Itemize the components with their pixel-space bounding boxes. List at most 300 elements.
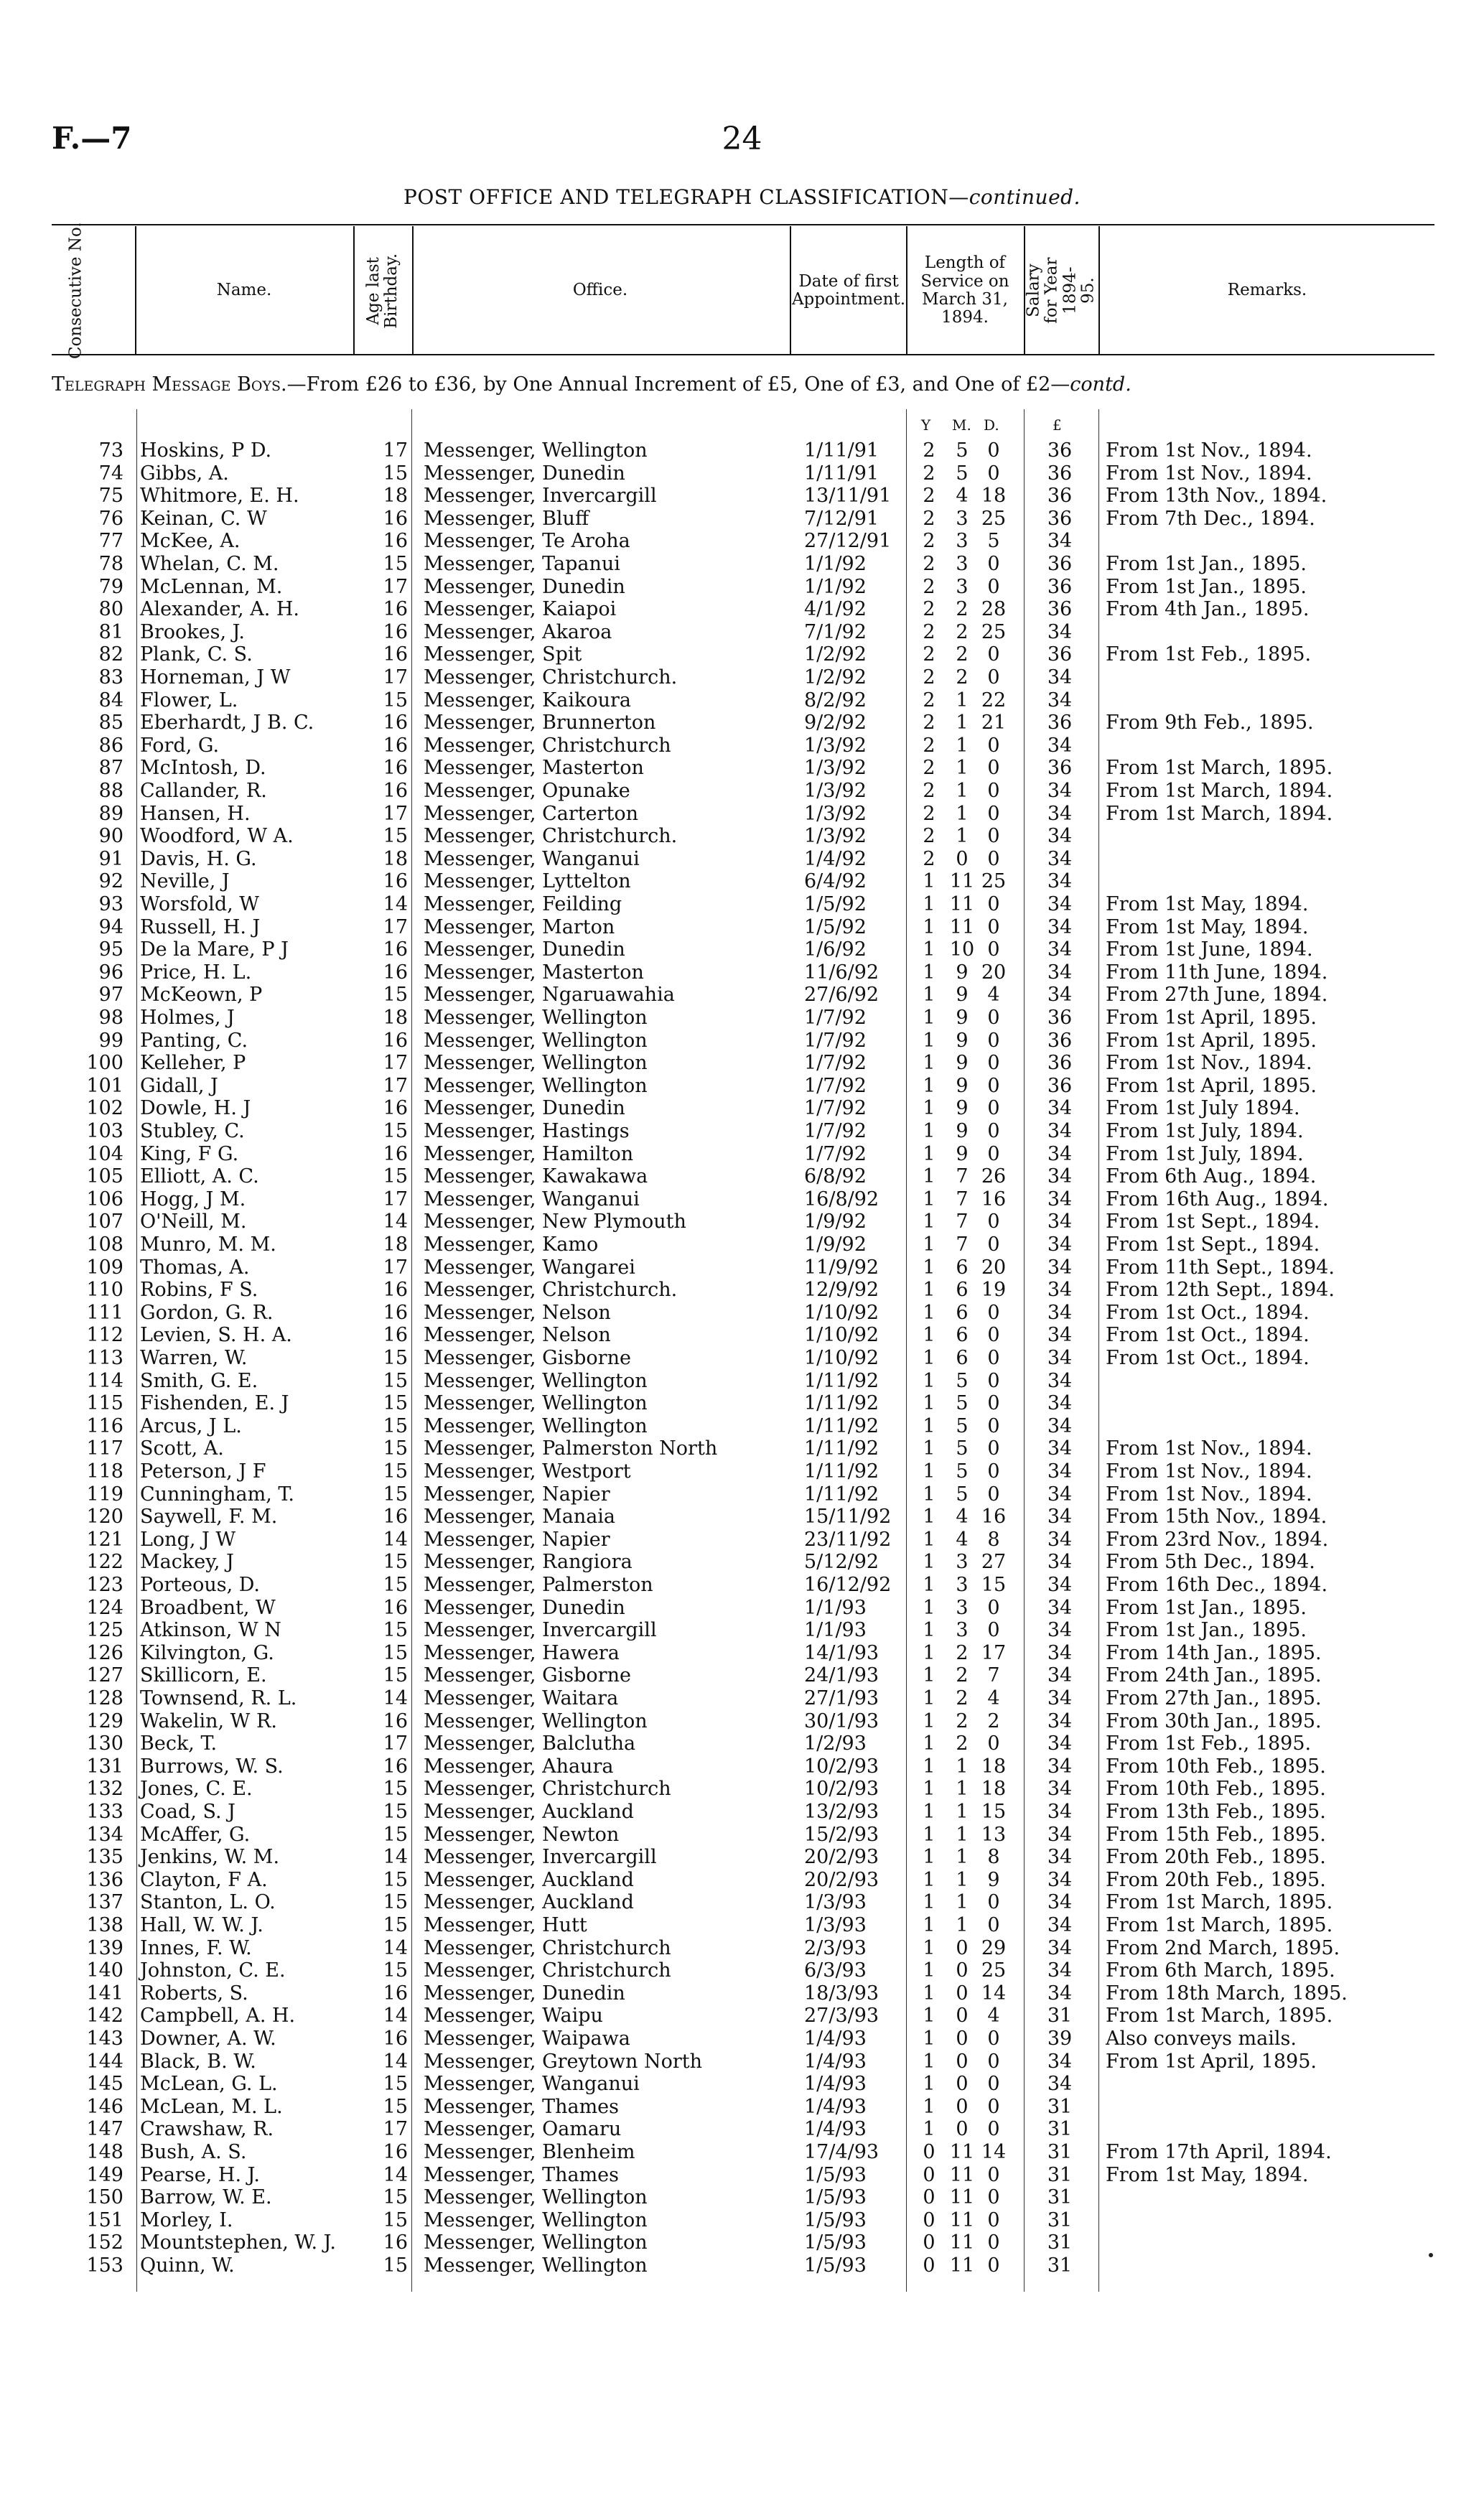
- row-age: 16: [383, 1142, 408, 1165]
- row-office: Messenger, Masterton: [424, 757, 644, 780]
- row-months: 4: [956, 1528, 969, 1551]
- row-remarks: From 6th March, 1895.: [1106, 1959, 1335, 1982]
- row-office: Messenger, Tapanui: [424, 553, 620, 575]
- row-months: 11: [949, 915, 975, 938]
- row-office: Messenger, Akaroa: [424, 620, 612, 643]
- row-name: Jenkins, W. M.: [140, 1846, 280, 1869]
- row-date: 23/11/92: [804, 1528, 892, 1551]
- row-years: 1: [923, 1891, 935, 1914]
- table-row: [0, 2209, 1484, 2231]
- row-date: 13/2/93: [804, 1801, 879, 1823]
- row-days: 18: [981, 1778, 1007, 1801]
- row-years: 1: [923, 1596, 935, 1619]
- row-name: Long, J W: [140, 1528, 236, 1551]
- row-office: Messenger, Rangiora: [424, 1551, 633, 1574]
- row-date: 1/10/92: [804, 1347, 879, 1369]
- row-number: 140: [86, 1959, 123, 1982]
- row-years: 1: [923, 1437, 935, 1460]
- row-days: 0: [987, 666, 1000, 689]
- row-number: 137: [86, 1891, 123, 1914]
- table-row: [0, 1959, 1484, 1982]
- row-days: 0: [987, 1914, 1000, 1936]
- row-months: 3: [956, 1574, 969, 1596]
- row-salary: 36: [1047, 507, 1073, 530]
- row-salary: 31: [1047, 2208, 1073, 2231]
- table-row: [0, 893, 1484, 915]
- row-remarks: From 20th Feb., 1895.: [1106, 1846, 1326, 1869]
- row-years: 1: [923, 2095, 935, 2118]
- row-days: 0: [987, 938, 1000, 961]
- row-days: 7: [987, 1664, 1000, 1687]
- row-number: 148: [86, 2141, 123, 2163]
- row-days: 0: [987, 2050, 1000, 2073]
- row-salary: 36: [1047, 1007, 1073, 1029]
- row-months: 0: [956, 847, 969, 870]
- row-remarks: From 1st July, 1894.: [1106, 1120, 1304, 1142]
- row-number: 128: [86, 1687, 123, 1709]
- row-name: Broadbent, W: [140, 1596, 276, 1619]
- row-days: 25: [981, 507, 1007, 530]
- row-remarks: From 1st June, 1894.: [1106, 938, 1313, 961]
- row-office: Messenger, Wellington: [424, 2231, 648, 2254]
- row-name: Crawshaw, R.: [140, 2118, 274, 2141]
- row-date: 1/2/92: [804, 666, 867, 689]
- row-remarks: From 1st Jan., 1895.: [1106, 1619, 1307, 1642]
- row-age: 15: [383, 689, 408, 712]
- row-number: 83: [98, 666, 123, 689]
- header-name: Name.: [216, 281, 272, 300]
- row-date: 16/12/92: [804, 1574, 892, 1596]
- row-remarks: From 1st Nov., 1894.: [1106, 439, 1312, 462]
- row-number: 112: [86, 1324, 123, 1347]
- row-date: 1/5/93: [804, 2208, 867, 2231]
- row-date: 9/2/92: [804, 712, 867, 734]
- row-days: 27: [981, 1551, 1007, 1574]
- row-days: 13: [981, 1823, 1007, 1846]
- row-months: 0: [956, 1936, 969, 1959]
- row-office: Messenger, Christchurch: [424, 734, 671, 757]
- row-salary: 34: [1047, 1801, 1073, 1823]
- row-office: Messenger, Wellington: [424, 2208, 648, 2231]
- row-name: Cunningham, T.: [140, 1483, 295, 1506]
- row-remarks: From 1st April, 1895.: [1106, 1074, 1317, 1097]
- table-row: [0, 757, 1484, 779]
- row-months: 5: [956, 439, 969, 462]
- row-age: 16: [383, 1097, 408, 1120]
- row-remarks: From 1st July, 1894.: [1106, 1142, 1304, 1165]
- row-number: 149: [86, 2163, 123, 2186]
- row-date: 1/3/93: [804, 1891, 867, 1914]
- row-office: Messenger, Carterton: [424, 802, 638, 825]
- row-salary: 34: [1047, 961, 1073, 984]
- row-years: 1: [923, 1732, 935, 1755]
- row-age: 16: [383, 1029, 408, 1052]
- row-name: Elliott, A. C.: [140, 1165, 259, 1188]
- row-salary: 34: [1047, 1279, 1073, 1302]
- row-name: Panting, C.: [140, 1029, 248, 1052]
- row-office: Messenger, Feilding: [424, 893, 622, 915]
- row-years: 1: [923, 1142, 935, 1165]
- row-months: 1: [956, 1891, 969, 1914]
- row-remarks: From 23rd Nov., 1894.: [1106, 1528, 1329, 1551]
- row-months: 6: [956, 1279, 969, 1302]
- row-office: Messenger, Wanganui: [424, 1188, 640, 1210]
- row-office: Messenger, Marton: [424, 915, 615, 938]
- row-salary: 34: [1047, 1120, 1073, 1142]
- row-office: Messenger, Wellington: [424, 1392, 648, 1415]
- row-salary: 34: [1047, 1664, 1073, 1687]
- row-name: Hogg, J M.: [140, 1188, 246, 1210]
- table-row: [0, 1097, 1484, 1119]
- row-days: 4: [987, 2005, 1000, 2028]
- row-age: 15: [383, 1959, 408, 1982]
- row-salary: 34: [1047, 1687, 1073, 1709]
- row-age: 16: [383, 870, 408, 893]
- row-months: 2: [956, 1709, 969, 1732]
- row-years: 1: [923, 1256, 935, 1279]
- row-days: 0: [987, 802, 1000, 825]
- row-name: Hansen, H.: [140, 802, 251, 825]
- row-number: 147: [86, 2118, 123, 2141]
- row-salary: 34: [1047, 1437, 1073, 1460]
- row-name: Woodford, W A.: [140, 825, 294, 848]
- row-date: 27/1/93: [804, 1687, 879, 1709]
- row-days: 16: [981, 1506, 1007, 1529]
- row-date: 6/3/93: [804, 1959, 867, 1982]
- row-number: 136: [86, 1868, 123, 1891]
- row-remarks: From 11th June, 1894.: [1106, 961, 1328, 984]
- row-office: Messenger, Blenheim: [424, 2141, 635, 2163]
- row-days: 0: [987, 2095, 1000, 2118]
- title-suffix: —continued.: [948, 185, 1081, 209]
- row-age: 15: [383, 1664, 408, 1687]
- row-salary: 31: [1047, 2186, 1073, 2209]
- row-number: 153: [86, 2254, 123, 2277]
- row-name: O'Neill, M.: [140, 1210, 247, 1233]
- row-office: Messenger, Dunedin: [424, 1982, 625, 2005]
- row-days: 0: [987, 1392, 1000, 1415]
- row-years: 2: [923, 620, 935, 643]
- row-months: 3: [956, 1596, 969, 1619]
- row-days: 28: [981, 598, 1007, 621]
- header-consecutive-no: Consecutive No.: [66, 222, 85, 360]
- row-name: Gibbs, A.: [140, 462, 229, 485]
- row-date: 1/3/93: [804, 1914, 867, 1936]
- row-salary: 36: [1047, 1074, 1073, 1097]
- row-salary: 31: [1047, 2005, 1073, 2028]
- row-days: 25: [981, 870, 1007, 893]
- table-row: [0, 2164, 1484, 2186]
- row-salary: 31: [1047, 2118, 1073, 2141]
- row-age: 14: [383, 1846, 408, 1869]
- row-remarks: From 11th Sept., 1894.: [1106, 1256, 1335, 1279]
- row-office: Messenger, Napier: [424, 1483, 610, 1506]
- row-months: 9: [956, 984, 969, 1007]
- row-date: 1/11/92: [804, 1483, 879, 1506]
- unit-years: Y: [921, 416, 931, 434]
- row-age: 17: [383, 1188, 408, 1210]
- row-number: 105: [86, 1165, 123, 1188]
- row-name: McIntosh, D.: [140, 757, 266, 780]
- row-remarks: From 13th Feb., 1895.: [1106, 1801, 1326, 1823]
- row-name: Downer, A. W.: [140, 2028, 276, 2050]
- ink-speck: [1429, 2253, 1433, 2257]
- row-months: 2: [956, 1732, 969, 1755]
- row-date: 1/4/93: [804, 2095, 867, 2118]
- row-date: 7/1/92: [804, 620, 867, 643]
- row-remarks: From 30th Jan., 1895.: [1106, 1709, 1322, 1732]
- row-months: 10: [949, 938, 975, 961]
- row-number: 116: [86, 1414, 123, 1437]
- table-row: [0, 1687, 1484, 1709]
- row-years: 2: [923, 462, 935, 485]
- table-row: [0, 1937, 1484, 1959]
- row-years: 0: [923, 2208, 935, 2231]
- row-days: 0: [987, 462, 1000, 485]
- row-age: 16: [383, 2028, 408, 2050]
- row-days: 15: [981, 1801, 1007, 1823]
- row-name: Pearse, H. J.: [140, 2163, 260, 2186]
- row-date: 1/11/91: [804, 462, 879, 485]
- row-name: Whitmore, E. H.: [140, 485, 299, 508]
- row-months: 9: [956, 1007, 969, 1029]
- row-years: 2: [923, 734, 935, 757]
- row-name: Eberhardt, J B. C.: [140, 712, 314, 734]
- row-remarks: From 1st Jan., 1895.: [1106, 1596, 1307, 1619]
- row-years: 1: [923, 2005, 935, 2028]
- row-office: Messenger, Wellington: [424, 1007, 648, 1029]
- row-number: 126: [86, 1641, 123, 1664]
- row-years: 1: [923, 870, 935, 893]
- row-office: Messenger, Dunedin: [424, 1596, 625, 1619]
- row-remarks: From 1st July 1894.: [1106, 1097, 1300, 1120]
- row-date: 1/9/92: [804, 1233, 867, 1256]
- row-office: Messenger, Dunedin: [424, 575, 625, 598]
- row-salary: 36: [1047, 598, 1073, 621]
- row-age: 16: [383, 2141, 408, 2163]
- row-salary: 36: [1047, 1029, 1073, 1052]
- row-number: 73: [98, 439, 123, 462]
- row-name: Quinn, W.: [140, 2254, 235, 2277]
- row-name: Levien, S. H. A.: [140, 1324, 292, 1347]
- row-number: 89: [98, 802, 123, 825]
- row-years: 1: [923, 1210, 935, 1233]
- header-length: Length of Service on March 31, 1894.: [920, 253, 1009, 327]
- row-date: 17/4/93: [804, 2141, 879, 2163]
- row-salary: 34: [1047, 2073, 1073, 2096]
- row-age: 17: [383, 575, 408, 598]
- row-date: 10/2/93: [804, 1755, 879, 1778]
- row-salary: 34: [1047, 530, 1073, 553]
- row-number: 93: [98, 893, 123, 915]
- row-salary: 34: [1047, 1369, 1073, 1392]
- row-date: 1/10/92: [804, 1324, 879, 1347]
- row-name: Warren, W.: [140, 1347, 248, 1369]
- row-office: Messenger, Wellington: [424, 1369, 648, 1392]
- row-number: 131: [86, 1755, 123, 1778]
- row-office: Messenger, Oamaru: [424, 2118, 622, 2141]
- page-number: 24: [722, 121, 762, 157]
- row-days: 14: [981, 2141, 1007, 2163]
- table-row: [0, 1165, 1484, 1188]
- row-age: 15: [383, 1619, 408, 1642]
- table-row: [0, 1007, 1484, 1029]
- row-salary: 34: [1047, 1188, 1073, 1210]
- row-date: 1/11/92: [804, 1392, 879, 1415]
- row-years: 1: [923, 1347, 935, 1369]
- row-months: 2: [956, 620, 969, 643]
- row-name: Worsfold, W: [140, 893, 260, 915]
- row-years: 2: [923, 575, 935, 598]
- row-years: 1: [923, 1029, 935, 1052]
- row-remarks: From 13th Nov., 1894.: [1106, 485, 1327, 508]
- row-remarks: From 1st Feb., 1895.: [1106, 1732, 1312, 1755]
- table-row: [0, 643, 1484, 666]
- row-office: Messenger, Kamo: [424, 1233, 599, 1256]
- row-number: 142: [86, 2005, 123, 2028]
- row-name: Munro, M. M.: [140, 1233, 276, 1256]
- table-row: [0, 1052, 1484, 1074]
- row-number: 111: [86, 1301, 123, 1324]
- table-row: [0, 2096, 1484, 2118]
- row-office: Messenger, Greytown North: [424, 2050, 702, 2073]
- row-number: 80: [98, 598, 123, 621]
- row-number: 122: [86, 1551, 123, 1574]
- row-number: 132: [86, 1778, 123, 1801]
- row-remarks: From 1st Sept., 1894.: [1106, 1233, 1320, 1256]
- row-days: 0: [987, 439, 1000, 462]
- row-salary: 34: [1047, 825, 1073, 848]
- row-remarks: From 1st Nov., 1894.: [1106, 1052, 1312, 1075]
- row-months: 1: [956, 689, 969, 712]
- row-office: Messenger, Te Aroha: [424, 530, 630, 553]
- row-number: 104: [86, 1142, 123, 1165]
- row-name: McLean, M. L.: [140, 2095, 283, 2118]
- row-date: 13/11/91: [804, 485, 892, 508]
- row-number: 82: [98, 643, 123, 666]
- row-name: Coad, S. J: [140, 1801, 235, 1823]
- row-office: Messenger, Christchurch.: [424, 1279, 678, 1302]
- row-salary: 34: [1047, 1982, 1073, 2005]
- row-office: Messenger, Waitara: [424, 1687, 619, 1709]
- row-days: 0: [987, 1460, 1000, 1483]
- row-date: 10/2/93: [804, 1778, 879, 1801]
- row-office: Messenger, Spit: [424, 643, 582, 666]
- row-salary: 34: [1047, 1936, 1073, 1959]
- row-date: 1/5/93: [804, 2231, 867, 2254]
- row-days: 9: [987, 1868, 1000, 1891]
- row-days: 0: [987, 2254, 1000, 2277]
- row-name: Kelleher, P: [140, 1052, 246, 1075]
- row-office: Messenger, Newton: [424, 1823, 620, 1846]
- row-days: 26: [981, 1165, 1007, 1188]
- row-salary: 34: [1047, 1891, 1073, 1914]
- page-reference: F.—7: [52, 121, 132, 156]
- row-date: 4/1/92: [804, 598, 867, 621]
- row-date: 1/3/92: [804, 802, 867, 825]
- row-name: Black, B. W.: [140, 2050, 256, 2073]
- row-years: 1: [923, 2118, 935, 2141]
- row-office: Messenger, Wanganui: [424, 2073, 640, 2096]
- row-number: 96: [98, 961, 123, 984]
- row-date: 1/4/93: [804, 2028, 867, 2050]
- row-age: 18: [383, 1233, 408, 1256]
- row-date: 1/5/93: [804, 2254, 867, 2277]
- row-years: 0: [923, 2186, 935, 2209]
- row-name: Davis, H. G.: [140, 847, 257, 870]
- row-years: 1: [923, 1483, 935, 1506]
- row-remarks: From 15th Nov., 1894.: [1106, 1506, 1327, 1529]
- row-remarks: From 1st April, 1895.: [1106, 2050, 1317, 2073]
- row-name: Kilvington, G.: [140, 1641, 274, 1664]
- unit-days: D.: [984, 416, 999, 434]
- row-days: 0: [987, 1347, 1000, 1369]
- row-months: 3: [956, 507, 969, 530]
- row-office: Messenger, Dunedin: [424, 938, 625, 961]
- row-office: Messenger, Christchurch: [424, 1778, 671, 1801]
- row-remarks: From 1st March, 1894.: [1106, 802, 1333, 825]
- row-months: 1: [956, 802, 969, 825]
- row-date: 1/11/92: [804, 1437, 879, 1460]
- row-remarks: From 1st Nov., 1894.: [1106, 462, 1312, 485]
- row-months: 5: [956, 1483, 969, 1506]
- row-name: Horneman, J W: [140, 666, 291, 689]
- row-name: King, F G.: [140, 1142, 239, 1165]
- row-office: Messenger, Invercargill: [424, 485, 657, 508]
- row-number: 134: [86, 1823, 123, 1846]
- row-office: Messenger, Wanganui: [424, 847, 640, 870]
- row-salary: 36: [1047, 485, 1073, 508]
- header-top-rule: [52, 224, 1434, 225]
- row-days: 18: [981, 1755, 1007, 1778]
- row-number: 141: [86, 1982, 123, 2005]
- row-name: Bush, A. S.: [140, 2141, 247, 2163]
- row-months: 5: [956, 462, 969, 485]
- row-age: 15: [383, 1165, 408, 1188]
- row-months: 6: [956, 1347, 969, 1369]
- table-row: [0, 462, 1484, 485]
- table-row: [0, 1324, 1484, 1346]
- table-row: [0, 2231, 1484, 2254]
- unit-months: M.: [952, 416, 971, 434]
- row-date: 1/7/92: [804, 1052, 867, 1075]
- row-office: Messenger, Wellington: [424, 1052, 648, 1075]
- row-salary: 39: [1047, 2028, 1073, 2050]
- row-salary: 34: [1047, 689, 1073, 712]
- row-office: Messenger, Christchurch: [424, 1936, 671, 1959]
- table-row: [0, 1529, 1484, 1551]
- page-title: [0, 185, 1484, 209]
- row-years: 1: [923, 1823, 935, 1846]
- table-row: [0, 1869, 1484, 1891]
- row-office: Messenger, Dunedin: [424, 462, 625, 485]
- row-number: 109: [86, 1256, 123, 1279]
- row-salary: 34: [1047, 1347, 1073, 1369]
- row-age: 16: [383, 1324, 408, 1347]
- row-months: 11: [949, 2208, 975, 2231]
- row-years: 1: [923, 1982, 935, 2005]
- row-age: 15: [383, 2073, 408, 2096]
- row-salary: 34: [1047, 1210, 1073, 1233]
- row-date: 1/7/92: [804, 1074, 867, 1097]
- table-row: [0, 961, 1484, 984]
- row-years: 2: [923, 507, 935, 530]
- row-months: 6: [956, 1256, 969, 1279]
- row-years: 1: [923, 1709, 935, 1732]
- row-age: 17: [383, 802, 408, 825]
- row-office: Messenger, Hamilton: [424, 1142, 634, 1165]
- row-office: Messenger, Balclutha: [424, 1732, 636, 1755]
